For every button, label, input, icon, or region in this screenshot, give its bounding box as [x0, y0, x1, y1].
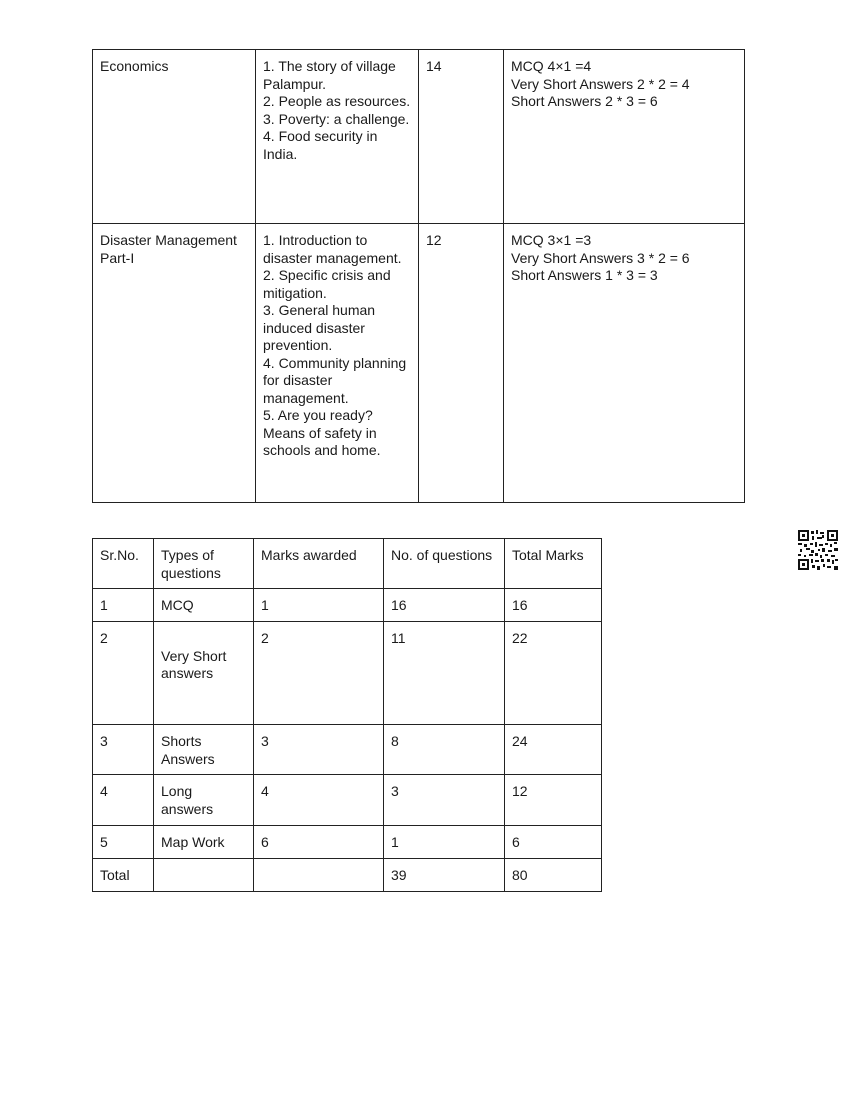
distribution-item: MCQ 4×1 =4 [511, 58, 592, 74]
marks-value: 14 [426, 58, 442, 74]
subject-cell [93, 50, 256, 224]
chapter-item: 2. Specific crisis and mitigation. [263, 267, 391, 301]
table-cell: 12 [505, 775, 602, 826]
header-cell: Types of questions [154, 539, 254, 589]
table-cell: Shorts Answers [154, 725, 254, 775]
table-cell: 4 [93, 775, 154, 826]
subject-name: Economics [100, 58, 169, 74]
table-cell: 1 [254, 589, 384, 622]
table-cell: 1 [384, 826, 505, 859]
distribution-item: Very Short Answers 2 * 2 = 4 [511, 75, 690, 92]
chapter-item: 3. General human induced disaster prevention. [263, 302, 376, 353]
table-cell: 5 [93, 826, 154, 859]
chapter-item: 1. Introduction to disaster management. [263, 232, 402, 266]
table-cell: 6 [254, 826, 384, 859]
table-row [93, 50, 745, 224]
table-cell: 4 [254, 775, 384, 826]
distribution-item: MCQ 3×1 =3 [511, 232, 592, 248]
distribution-cell [504, 50, 745, 224]
table-cell: 8 [384, 725, 505, 775]
table-row [93, 622, 602, 725]
subject-cell [93, 224, 256, 503]
table-cell: 2 [254, 622, 384, 725]
table-row [93, 224, 745, 503]
marks-value: 12 [426, 232, 442, 248]
distribution-item: Very Short Answers 3 * 2 = 6 [511, 249, 690, 266]
table-cell: 16 [505, 589, 602, 622]
distribution-item: Short Answers 2 * 3 = 6 [511, 93, 658, 109]
marks-table [92, 538, 602, 892]
table-cell: 6 [505, 826, 602, 859]
table-cell: Total [93, 859, 154, 892]
distribution-cell [504, 224, 745, 503]
marks-cell [419, 50, 504, 224]
chapter-item: 4. Food security in India. [263, 128, 378, 162]
table-cell: 11 [384, 622, 505, 725]
header-cell: Marks awarded [254, 539, 384, 589]
header-cell: No. of questions [384, 539, 505, 589]
chapter-item: 5. Are you ready? Means of safety in schools and home. [263, 407, 381, 458]
chapter-item: 1. The story of village Palampur. [263, 58, 396, 92]
table-cell: 16 [384, 589, 505, 622]
distribution-item: Short Answers 1 * 3 = 3 [511, 267, 658, 283]
chapter-item: 4. Community planning for disaster management. [263, 354, 407, 406]
table-cell: 3 [254, 725, 384, 775]
table-row [93, 725, 602, 775]
table-cell: Map Work [154, 826, 254, 859]
question-type: Very Short answers [161, 647, 227, 681]
table-row [93, 826, 602, 859]
subject-name: Disaster Management Part-I [100, 232, 237, 266]
table-cell: 39 [384, 859, 505, 892]
table-cell: 3 [384, 775, 505, 826]
table-cell: 22 [505, 622, 602, 725]
chapter-item: 2. People as resources. [263, 93, 411, 109]
chapters-cell [256, 50, 419, 224]
table-cell: 3 [93, 725, 154, 775]
table-cell: Long answers [154, 775, 254, 826]
table-total-row [93, 859, 602, 892]
cell-spacer [161, 630, 247, 648]
header-cell: Sr.No. [93, 539, 154, 589]
table-cell: 1 [93, 589, 154, 622]
table-cell [154, 859, 254, 892]
table-cell: MCQ [154, 589, 254, 622]
table-row [93, 775, 602, 826]
table-cell [154, 622, 254, 725]
table-cell: 2 [93, 622, 154, 725]
chapters-cell [256, 224, 419, 503]
table-row [93, 589, 602, 622]
table-header-row [93, 539, 602, 589]
chapter-item: 3. Poverty: a challenge. [263, 110, 410, 127]
marks-cell [419, 224, 504, 503]
header-cell: Total Marks [505, 539, 602, 589]
qr-code-icon [798, 530, 838, 570]
table-cell: 24 [505, 725, 602, 775]
table-cell [254, 859, 384, 892]
syllabus-table [92, 49, 745, 503]
table-cell: 80 [505, 859, 602, 892]
